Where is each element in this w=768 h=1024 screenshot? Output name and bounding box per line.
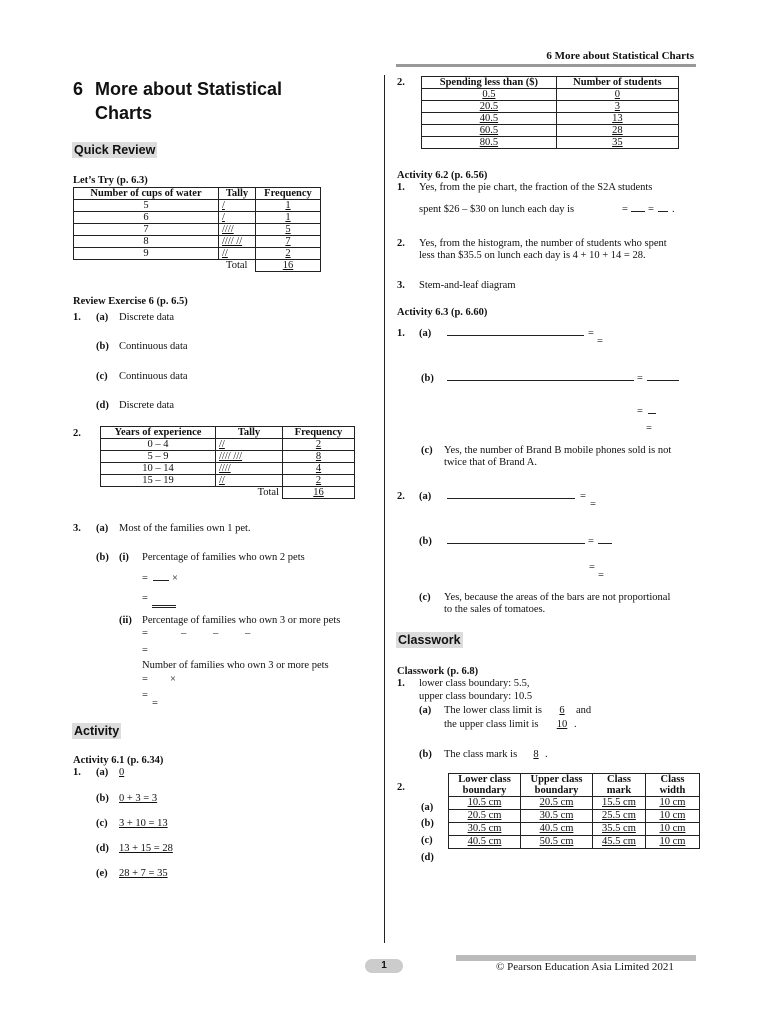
- equals-sign: =: [142, 690, 148, 701]
- minus-sign: –: [213, 628, 219, 639]
- answer-text: Yes, because the areas of the bars are not proportional: [444, 592, 671, 603]
- cell: 0 – 4: [101, 439, 216, 451]
- answer-text: twice that of Brand A.: [444, 457, 538, 468]
- table-row: [74, 224, 321, 236]
- total-value: 16: [283, 487, 355, 499]
- answer-text: less than $35.5 on lunch each day is 4 + 10 + 14 = 28.: [419, 250, 646, 261]
- equals-sign: =: [590, 499, 596, 510]
- table-row: [449, 810, 700, 823]
- sub-part-label: (ii): [119, 615, 132, 626]
- activity61-heading: Activity 6.1 (p. 6.34): [73, 755, 164, 766]
- question-number: 2.: [397, 782, 405, 793]
- equals-sign: =: [588, 536, 594, 547]
- cell: //: [219, 248, 256, 260]
- table-row: [74, 200, 321, 212]
- equals-sign: =: [648, 204, 654, 215]
- part-label: (a): [96, 523, 109, 534]
- question-number: 1.: [397, 182, 405, 193]
- total-value: 16: [256, 260, 321, 272]
- fraction-bar: [631, 211, 645, 212]
- question-number: 2.: [73, 428, 81, 439]
- cell: //: [216, 475, 283, 487]
- fraction-bar: [647, 380, 679, 381]
- minus-sign: –: [181, 628, 187, 639]
- answer-line: [447, 335, 584, 336]
- part-label: (b): [419, 749, 432, 760]
- cell: 6: [74, 212, 219, 224]
- cell: 1: [256, 200, 321, 212]
- column-divider: [384, 75, 385, 943]
- equals-sign: =: [589, 562, 595, 573]
- part-label: (c): [421, 445, 433, 456]
- answer-text: Continuous data: [119, 371, 188, 382]
- cell: 10 cm: [645, 810, 699, 823]
- table-header: Frequency: [283, 427, 355, 439]
- part-label: (c): [96, 818, 108, 829]
- answer-text: Percentage of families who own 3 or more pets: [142, 615, 341, 626]
- fraction-bar: [598, 543, 612, 544]
- answer-text: The class mark is: [444, 749, 518, 760]
- answer-text: Number of families who own 3 or more pets: [142, 660, 329, 671]
- answer-line: [447, 498, 575, 499]
- equals-sign: =: [142, 674, 148, 685]
- cell: 9: [74, 248, 219, 260]
- expression: 28 + 7 = 35: [119, 868, 168, 879]
- cell: 35: [556, 137, 678, 149]
- cell: 4: [283, 463, 355, 475]
- equals-sign: =: [142, 593, 148, 604]
- table-header: Class width: [645, 774, 699, 797]
- classwork-heading: Classwork (p. 6.8): [397, 666, 479, 677]
- chapter-title-line1: More about Statistical: [95, 79, 283, 99]
- part-label: (c): [419, 592, 431, 603]
- cell: 20.5 cm: [521, 797, 593, 810]
- question-number: 3.: [397, 280, 405, 291]
- row-label: (c): [421, 835, 433, 846]
- cell: 10 cm: [645, 836, 699, 849]
- lets-try-table: [73, 187, 321, 272]
- lets-try-header: Tally: [219, 188, 256, 200]
- cell: 10.5 cm: [449, 797, 521, 810]
- cell: 10 cm: [645, 797, 699, 810]
- equals-sign: =: [597, 336, 603, 347]
- answer-underline: [152, 607, 176, 608]
- table-row: [101, 463, 355, 475]
- equals-sign: =: [142, 645, 148, 656]
- spending-table: [421, 76, 679, 149]
- sub-part-label: (i): [119, 552, 129, 563]
- table-header: Class mark: [593, 774, 646, 797]
- part-label: (b): [421, 373, 434, 384]
- lets-try-heading: Let’s Try (p. 6.3): [73, 175, 148, 186]
- part-label: (b): [96, 793, 109, 804]
- part-label: (a): [419, 705, 432, 716]
- activity62-heading: Activity 6.2 (p. 6.56): [397, 170, 488, 181]
- equals-sign: =: [142, 573, 148, 584]
- running-header: [396, 50, 696, 67]
- cell: 2: [283, 439, 355, 451]
- question-number: 1.: [73, 767, 81, 778]
- experience-table: [100, 426, 355, 499]
- upper-limit-value: 10: [556, 719, 568, 730]
- question-number: 2.: [397, 491, 405, 502]
- answer-text: and: [576, 705, 592, 716]
- table-row: [422, 137, 679, 149]
- minus-sign: –: [245, 628, 251, 639]
- answer-text: Continuous data: [119, 341, 188, 352]
- answer-text: upper class boundary: 10.5: [419, 691, 533, 702]
- cell: 3: [556, 101, 678, 113]
- answer-text: Discrete data: [119, 312, 175, 323]
- table-row: [74, 212, 321, 224]
- table-row: [449, 797, 700, 810]
- table-row: [422, 113, 679, 125]
- equals-sign: =: [588, 328, 594, 339]
- answer-line: [447, 380, 634, 381]
- part-label: (b): [96, 341, 109, 352]
- answer-text: Yes, from the histogram, the number of students who spent: [419, 238, 667, 249]
- part-label: (d): [96, 400, 109, 411]
- table-row: [449, 823, 700, 836]
- table-header: Years of experience: [101, 427, 216, 439]
- answer-underline: [152, 605, 176, 606]
- part-label: (d): [96, 843, 109, 854]
- equals-sign: =: [622, 204, 628, 215]
- answer-text: Discrete data: [119, 400, 175, 411]
- cell: 5 – 9: [101, 451, 216, 463]
- row-label: (b): [421, 818, 434, 829]
- equals-sign: =: [646, 423, 652, 434]
- answer-text: spent $26 – $30 on lunch each day is: [419, 204, 575, 215]
- part-label: (a): [419, 491, 432, 502]
- part-label: (b): [419, 536, 432, 547]
- cell: 80.5: [422, 137, 557, 149]
- expression: 0 + 3 = 3: [119, 793, 158, 804]
- cell: 30.5 cm: [521, 810, 593, 823]
- cell: 10 – 14: [101, 463, 216, 475]
- answer-text: Percentage of families who own 2 pets: [142, 552, 305, 563]
- fraction-bar: [648, 413, 656, 414]
- section-quick-review: Quick Review: [74, 143, 156, 157]
- table-row: [101, 451, 355, 463]
- part-label: (c): [96, 371, 108, 382]
- section-activity: Activity: [74, 724, 120, 738]
- cell: 7: [74, 224, 219, 236]
- fraction-bar: [658, 211, 668, 212]
- question-number: 1.: [73, 312, 81, 323]
- equals-sign: =: [637, 373, 643, 384]
- cell: 10 cm: [645, 823, 699, 836]
- question-number: 1.: [397, 678, 405, 689]
- expression: 13 + 15 = 28: [119, 843, 173, 854]
- cell: 25.5 cm: [593, 810, 646, 823]
- cell: 8: [74, 236, 219, 248]
- cell: 60.5: [422, 125, 557, 137]
- cell: //// ///: [216, 451, 283, 463]
- equals-sign: =: [598, 570, 604, 581]
- answer-text: to the sales of tomatoes.: [444, 604, 546, 615]
- answer-text: the upper class limit is: [444, 719, 539, 730]
- chapter-title: [73, 77, 282, 125]
- table-row: [422, 89, 679, 101]
- answer-text: The lower class limit is: [444, 705, 542, 716]
- answer-line: [447, 543, 585, 544]
- times-sign: ×: [170, 674, 176, 685]
- answer-text: Yes, from the pie chart, the fraction of the S2A students: [419, 182, 653, 193]
- row-label: (a): [421, 802, 434, 813]
- table-header: Upper class boundary: [521, 774, 593, 797]
- cell: /: [219, 200, 256, 212]
- chapter-title-line2: Charts: [95, 103, 153, 123]
- page-number: 1: [365, 959, 403, 973]
- expression: 0: [119, 767, 125, 778]
- cell: 15.5 cm: [593, 797, 646, 810]
- part-label: (e): [96, 868, 108, 879]
- lower-limit-value: 6: [559, 705, 565, 716]
- table-row: [101, 439, 355, 451]
- part-label: (b): [96, 552, 109, 563]
- cell: 2: [256, 248, 321, 260]
- class-table: [448, 773, 700, 849]
- activity63-heading: Activity 6.3 (p. 6.60): [397, 307, 488, 318]
- cell: 40.5: [422, 113, 557, 125]
- question-number: 2.: [397, 238, 405, 249]
- cell: 0: [556, 89, 678, 101]
- review-heading: Review Exercise 6 (p. 6.5): [73, 296, 188, 307]
- question-number: 2.: [397, 77, 405, 88]
- cell: 1: [256, 212, 321, 224]
- cell: 20.5: [422, 101, 557, 113]
- fraction-bar: [153, 580, 169, 581]
- cell: 28: [556, 125, 678, 137]
- class-mark-value: 8: [533, 749, 539, 760]
- table-row: [101, 487, 355, 499]
- cell: ////: [216, 463, 283, 475]
- cell: //: [216, 439, 283, 451]
- answer-text: Most of the families own 1 pet.: [119, 523, 251, 534]
- equals-sign: =: [580, 491, 586, 502]
- running-header-title: 6 More about Statistical Charts: [546, 50, 694, 62]
- table-row: [74, 248, 321, 260]
- table-row: [74, 236, 321, 248]
- cell: 45.5 cm: [593, 836, 646, 849]
- cell: 15 – 19: [101, 475, 216, 487]
- answer-text: Stem-and-leaf diagram: [419, 280, 516, 291]
- table-header: Lower class boundary: [449, 774, 521, 797]
- part-label: (a): [96, 767, 109, 778]
- table-header: Spending less than ($): [422, 77, 557, 89]
- table-header: Tally: [216, 427, 283, 439]
- cell: 5: [256, 224, 321, 236]
- cell: 8: [283, 451, 355, 463]
- lets-try-header: Frequency: [256, 188, 321, 200]
- cell: 13: [556, 113, 678, 125]
- cell: 35.5 cm: [593, 823, 646, 836]
- answer-text: Yes, the number of Brand B mobile phones sold is not: [444, 445, 672, 456]
- part-label: (a): [96, 312, 109, 323]
- equals-sign: =: [637, 406, 643, 417]
- answer-text: lower class boundary: 5.5,: [419, 678, 530, 689]
- table-row: [449, 836, 700, 849]
- table-row: [422, 101, 679, 113]
- times-sign: ×: [172, 573, 178, 584]
- cell: 40.5 cm: [449, 836, 521, 849]
- cell: ////: [219, 224, 256, 236]
- section-classwork: Classwork: [398, 633, 461, 647]
- copyright: © Pearson Education Asia Limited 2021: [496, 961, 674, 973]
- total-label: Total: [226, 260, 248, 272]
- total-label: Total: [257, 487, 279, 499]
- chapter-number: 6: [73, 79, 84, 99]
- question-number: 1.: [397, 328, 405, 339]
- equals-sign: =: [142, 628, 148, 639]
- equals-sign: =: [152, 698, 158, 709]
- cell: //// //: [219, 236, 256, 248]
- table-row: [422, 125, 679, 137]
- cell: 2: [283, 475, 355, 487]
- table-row: [74, 260, 321, 272]
- cell: 20.5 cm: [449, 810, 521, 823]
- cell: 0.5: [422, 89, 557, 101]
- table-header: Number of students: [556, 77, 678, 89]
- cell: 7: [256, 236, 321, 248]
- cell: 30.5 cm: [449, 823, 521, 836]
- part-label: (a): [419, 328, 432, 339]
- cell: 5: [74, 200, 219, 212]
- row-label: (d): [421, 852, 434, 863]
- expression: 3 + 10 = 13: [119, 818, 168, 829]
- cell: 50.5 cm: [521, 836, 593, 849]
- cell: /: [219, 212, 256, 224]
- table-row: [101, 475, 355, 487]
- cell: 40.5 cm: [521, 823, 593, 836]
- question-number: 3.: [73, 523, 81, 534]
- lets-try-header: Number of cups of water: [74, 188, 219, 200]
